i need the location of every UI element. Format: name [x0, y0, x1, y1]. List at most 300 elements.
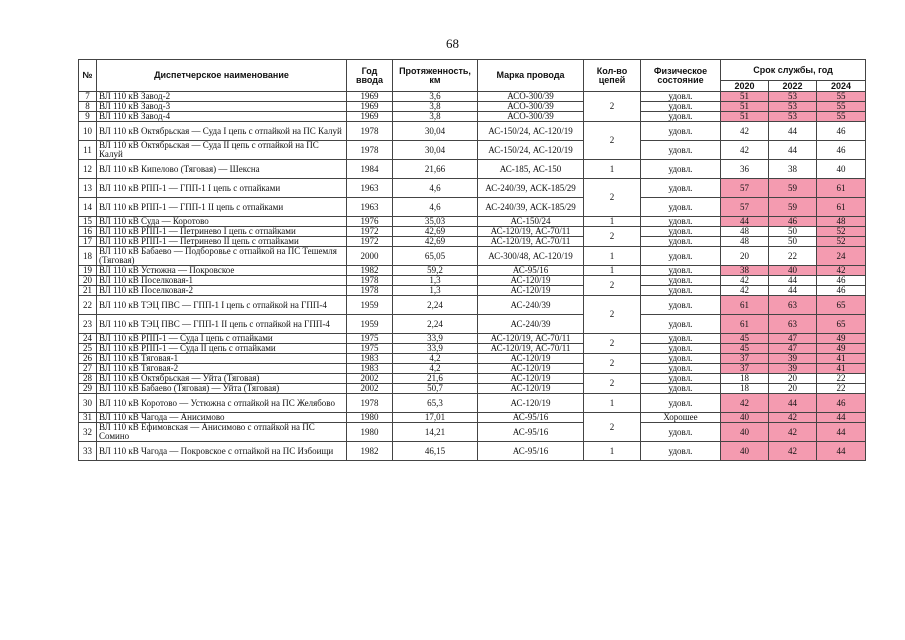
service-2020: 37	[721, 364, 769, 374]
service-2020: 44	[721, 217, 769, 227]
service-2022: 44	[769, 394, 817, 413]
col-header-length: Протяженность, км	[393, 60, 478, 92]
table-row	[79, 217, 866, 227]
wire-grade: АС-95/16	[478, 413, 584, 423]
line-length: 42,69	[393, 237, 478, 247]
table-row	[79, 334, 866, 344]
row-number: 20	[79, 276, 97, 286]
service-2024: 55	[817, 112, 866, 122]
service-2020: 45	[721, 344, 769, 354]
service-2020: 42	[721, 276, 769, 286]
service-2022: 20	[769, 374, 817, 384]
service-2024: 44	[817, 413, 866, 423]
service-2022: 44	[769, 286, 817, 296]
line-name: ВЛ 110 кВ Завод-3	[97, 102, 347, 112]
physical-state: удовл.	[641, 344, 721, 354]
line-name: ВЛ 110 кВ Октябрьская — Суда I цепь с отпайкой на ПС Калуй	[97, 122, 347, 141]
line-name: ВЛ 110 кВ Поселковая-1	[97, 276, 347, 286]
line-name: ВЛ 110 кВ Кипелово (Тяговая) — Шексна	[97, 160, 347, 179]
physical-state: удовл.	[641, 92, 721, 102]
service-2022: 59	[769, 198, 817, 217]
row-number: 22	[79, 296, 97, 315]
service-2020: 40	[721, 423, 769, 442]
row-number: 24	[79, 334, 97, 344]
service-2024: 22	[817, 384, 866, 394]
service-2020: 51	[721, 92, 769, 102]
line-name: ВЛ 110 кВ РПП-1 — Суда II цепь с отпайками	[97, 344, 347, 354]
wire-grade: АС-120/19, АС-70/11	[478, 334, 584, 344]
physical-state: удовл.	[641, 102, 721, 112]
table-row	[79, 112, 866, 122]
table-body	[79, 92, 866, 461]
physical-state: удовл.	[641, 354, 721, 364]
line-length: 3,8	[393, 112, 478, 122]
circuits-count: 1	[584, 217, 641, 227]
wire-grade: АСО-300/39	[478, 92, 584, 102]
commission-year: 1978	[347, 141, 393, 160]
commission-year: 1980	[347, 413, 393, 423]
service-2020: 51	[721, 112, 769, 122]
service-2022: 42	[769, 413, 817, 423]
row-number: 17	[79, 237, 97, 247]
wire-grade: АС-185, АС-150	[478, 160, 584, 179]
page-number: 68	[446, 36, 459, 51]
table-row	[79, 102, 866, 112]
service-2022: 53	[769, 112, 817, 122]
line-length: 30,04	[393, 141, 478, 160]
line-name: ВЛ 110 кВ Ефимовская — Анисимово с отпайкой на ПС Сомино	[97, 423, 347, 442]
table-row	[79, 423, 866, 442]
table-row	[79, 141, 866, 160]
service-2024: 48	[817, 217, 866, 227]
line-length: 4,6	[393, 179, 478, 198]
circuits-count: 1	[584, 442, 641, 461]
circuits-count: 1	[584, 247, 641, 266]
col-header-2020: 2020	[721, 81, 769, 92]
service-2020: 42	[721, 141, 769, 160]
commission-year: 1984	[347, 160, 393, 179]
physical-state: удовл.	[641, 141, 721, 160]
service-2024: 44	[817, 442, 866, 461]
table-row	[79, 227, 866, 237]
service-2022: 38	[769, 160, 817, 179]
line-name: ВЛ 110 кВ РПП-1 — Петринево II цепь с отпайками	[97, 237, 347, 247]
service-2022: 42	[769, 442, 817, 461]
service-2024: 46	[817, 286, 866, 296]
service-2022: 63	[769, 315, 817, 334]
line-length: 59,2	[393, 266, 478, 276]
service-2022: 39	[769, 364, 817, 374]
line-name: ВЛ 110 кВ ТЭЦ ПВС — ГПП-1 II цепь с отпайкой на ГПП-4	[97, 315, 347, 334]
commission-year: 1978	[347, 286, 393, 296]
line-name: ВЛ 110 кВ Тяговая-2	[97, 364, 347, 374]
service-2022: 63	[769, 296, 817, 315]
line-name: ВЛ 110 кВ РПП-1 — Суда I цепь с отпайками	[97, 334, 347, 344]
table-row	[79, 344, 866, 354]
service-2024: 46	[817, 141, 866, 160]
line-name: ВЛ 110 кВ Чагода — Анисимово	[97, 413, 347, 423]
row-number: 10	[79, 122, 97, 141]
line-length: 42,69	[393, 227, 478, 237]
circuits-count: 2	[584, 334, 641, 354]
physical-state: удовл.	[641, 315, 721, 334]
service-2022: 20	[769, 384, 817, 394]
line-name: ВЛ 110 кВ Коротово — Устюжна с отпайкой на ПС Желябово	[97, 394, 347, 413]
line-name: ВЛ 110 кВ Октябрьская — Суда II цепь с отпайкой на ПС Калуй	[97, 141, 347, 160]
circuits-count: 2	[584, 92, 641, 122]
service-2024: 44	[817, 423, 866, 442]
physical-state: Хорошее	[641, 413, 721, 423]
service-2020: 42	[721, 122, 769, 141]
physical-state: удовл.	[641, 198, 721, 217]
wire-grade: АС-240/39	[478, 315, 584, 334]
wire-grade: АС-150/24, АС-120/19	[478, 122, 584, 141]
wire-grade: АС-95/16	[478, 423, 584, 442]
service-2020: 42	[721, 394, 769, 413]
table-row	[79, 374, 866, 384]
service-2024: 42	[817, 266, 866, 276]
col-header-year: Год ввода	[347, 60, 393, 92]
commission-year: 1963	[347, 179, 393, 198]
commission-year: 1969	[347, 92, 393, 102]
line-name: ВЛ 110 кВ Тяговая-1	[97, 354, 347, 364]
col-header-num: №	[79, 60, 97, 92]
service-2022: 44	[769, 276, 817, 286]
physical-state: удовл.	[641, 237, 721, 247]
service-2022: 53	[769, 92, 817, 102]
commission-year: 1983	[347, 354, 393, 364]
col-header-circuits: Кол-во цепей	[584, 60, 641, 92]
row-number: 30	[79, 394, 97, 413]
wire-grade: АСО-300/39	[478, 112, 584, 122]
line-name: ВЛ 110 кВ Поселковая-2	[97, 286, 347, 296]
table-row	[79, 286, 866, 296]
commission-year: 1972	[347, 227, 393, 237]
line-name: ВЛ 110 кВ РПП-1 — Петринево I цепь с отпайками	[97, 227, 347, 237]
line-length: 35,03	[393, 217, 478, 227]
circuits-count: 2	[584, 179, 641, 217]
service-2020: 48	[721, 227, 769, 237]
service-2020: 40	[721, 413, 769, 423]
wire-grade: АС-240/39, АСК-185/29	[478, 179, 584, 198]
commission-year: 1969	[347, 112, 393, 122]
physical-state: удовл.	[641, 334, 721, 344]
line-length: 21,66	[393, 160, 478, 179]
circuits-count: 1	[584, 266, 641, 276]
commission-year: 1975	[347, 334, 393, 344]
table-row	[79, 247, 866, 266]
service-2020: 38	[721, 266, 769, 276]
physical-state: удовл.	[641, 266, 721, 276]
commission-year: 1959	[347, 296, 393, 315]
line-length: 50,7	[393, 384, 478, 394]
table-row	[79, 92, 866, 102]
commission-year: 1980	[347, 423, 393, 442]
line-length: 65,3	[393, 394, 478, 413]
line-length: 2,24	[393, 315, 478, 334]
line-length: 14,21	[393, 423, 478, 442]
wire-grade: АС-95/16	[478, 266, 584, 276]
circuits-count: 1	[584, 394, 641, 413]
wire-grade: АС-120/19	[478, 364, 584, 374]
row-number: 15	[79, 217, 97, 227]
table-row	[79, 442, 866, 461]
line-name: ВЛ 110 кВ Завод-4	[97, 112, 347, 122]
row-number: 21	[79, 286, 97, 296]
service-2022: 44	[769, 141, 817, 160]
service-2024: 46	[817, 394, 866, 413]
physical-state: удовл.	[641, 227, 721, 237]
commission-year: 1975	[347, 344, 393, 354]
commission-year: 1969	[347, 102, 393, 112]
physical-state: удовл.	[641, 112, 721, 122]
service-2020: 48	[721, 237, 769, 247]
physical-state: удовл.	[641, 286, 721, 296]
commission-year: 1978	[347, 276, 393, 286]
line-length: 46,15	[393, 442, 478, 461]
wire-grade: АС-120/19, АС-70/11	[478, 344, 584, 354]
row-number: 19	[79, 266, 97, 276]
service-2022: 44	[769, 122, 817, 141]
physical-state: удовл.	[641, 394, 721, 413]
service-2020: 18	[721, 374, 769, 384]
service-2022: 22	[769, 247, 817, 266]
commission-year: 1963	[347, 198, 393, 217]
row-number: 32	[79, 423, 97, 442]
line-length: 65,05	[393, 247, 478, 266]
line-name: ВЛ 110 кВ РПП-1 — ГПП-1 I цепь с отпайками	[97, 179, 347, 198]
table-row	[79, 315, 866, 334]
row-number: 7	[79, 92, 97, 102]
service-2022: 47	[769, 344, 817, 354]
line-length: 3,6	[393, 92, 478, 102]
service-2022: 47	[769, 334, 817, 344]
physical-state: удовл.	[641, 276, 721, 286]
circuits-count: 2	[584, 374, 641, 394]
service-2020: 37	[721, 354, 769, 364]
service-2024: 40	[817, 160, 866, 179]
service-2022: 40	[769, 266, 817, 276]
service-2022: 39	[769, 354, 817, 364]
table-row	[79, 394, 866, 413]
line-length: 21,6	[393, 374, 478, 384]
row-number: 9	[79, 112, 97, 122]
wire-grade: АС-120/19	[478, 354, 584, 364]
wire-grade: АС-120/19	[478, 374, 584, 384]
line-name: ВЛ 110 кВ Завод-2	[97, 92, 347, 102]
line-length: 4,2	[393, 354, 478, 364]
circuits-count: 2	[584, 296, 641, 334]
service-2020: 45	[721, 334, 769, 344]
service-2024: 52	[817, 237, 866, 247]
line-length: 3,8	[393, 102, 478, 112]
row-number: 18	[79, 247, 97, 266]
service-2020: 18	[721, 384, 769, 394]
line-length: 1,3	[393, 286, 478, 296]
service-2024: 55	[817, 92, 866, 102]
physical-state: удовл.	[641, 374, 721, 384]
commission-year: 1959	[347, 315, 393, 334]
service-2024: 49	[817, 334, 866, 344]
line-name: ВЛ 110 кВ Октябрьская — Уйта (Тяговая)	[97, 374, 347, 384]
service-2024: 46	[817, 122, 866, 141]
wire-grade: АС-120/19	[478, 276, 584, 286]
service-2022: 59	[769, 179, 817, 198]
col-header-name: Диспетчерское наименование	[97, 60, 347, 92]
physical-state: удовл.	[641, 296, 721, 315]
line-length: 2,24	[393, 296, 478, 315]
service-2024: 52	[817, 227, 866, 237]
circuits-count: 2	[584, 413, 641, 442]
commission-year: 1976	[347, 217, 393, 227]
wire-grade: АС-120/19, АС-70/11	[478, 227, 584, 237]
wire-grade: АС-300/48, АС-120/19	[478, 247, 584, 266]
col-header-wire: Марка провода	[478, 60, 584, 92]
service-2020: 20	[721, 247, 769, 266]
service-2022: 50	[769, 227, 817, 237]
service-2024: 22	[817, 374, 866, 384]
service-2020: 36	[721, 160, 769, 179]
service-2024: 49	[817, 344, 866, 354]
physical-state: удовл.	[641, 423, 721, 442]
wire-grade: АС-120/19	[478, 394, 584, 413]
row-number: 13	[79, 179, 97, 198]
wire-grade: АС-150/24, АС-120/19	[478, 141, 584, 160]
service-2020: 42	[721, 286, 769, 296]
row-number: 23	[79, 315, 97, 334]
table-row	[79, 384, 866, 394]
wire-grade: АС-240/39	[478, 296, 584, 315]
physical-state: удовл.	[641, 442, 721, 461]
physical-state: удовл.	[641, 217, 721, 227]
wire-grade: АС-150/24	[478, 217, 584, 227]
col-header-2024: 2024	[817, 81, 866, 92]
service-2024: 41	[817, 364, 866, 374]
row-number: 27	[79, 364, 97, 374]
line-name: ВЛ 110 кВ РПП-1 — ГПП-1 II цепь с отпайками	[97, 198, 347, 217]
physical-state: удовл.	[641, 179, 721, 198]
service-2024: 41	[817, 354, 866, 364]
line-length: 4,6	[393, 198, 478, 217]
service-2024: 46	[817, 276, 866, 286]
service-2024: 65	[817, 296, 866, 315]
row-number: 12	[79, 160, 97, 179]
service-2020: 40	[721, 442, 769, 461]
line-length: 33,9	[393, 334, 478, 344]
physical-state: удовл.	[641, 384, 721, 394]
table-row	[79, 160, 866, 179]
line-name: ВЛ 110 кВ Суда — Коротово	[97, 217, 347, 227]
row-number: 31	[79, 413, 97, 423]
table-row	[79, 364, 866, 374]
line-length: 1,3	[393, 276, 478, 286]
service-2020: 51	[721, 102, 769, 112]
row-number: 28	[79, 374, 97, 384]
row-number: 11	[79, 141, 97, 160]
header-row	[79, 60, 866, 81]
table-row	[79, 354, 866, 364]
wire-grade: АС-240/39, АСК-185/29	[478, 198, 584, 217]
wire-grade: АСО-300/39	[478, 102, 584, 112]
service-2020: 61	[721, 296, 769, 315]
line-name: ВЛ 110 кВ Устюжна — Покровское	[97, 266, 347, 276]
col-header-service: Срок службы, год	[721, 60, 866, 81]
line-length: 17,01	[393, 413, 478, 423]
service-2020: 61	[721, 315, 769, 334]
wire-grade: АС-120/19	[478, 384, 584, 394]
table-row	[79, 237, 866, 247]
circuits-count: 1	[584, 160, 641, 179]
row-number: 16	[79, 227, 97, 237]
commission-year: 2002	[347, 374, 393, 384]
wire-grade: АС-95/16	[478, 442, 584, 461]
line-name: ВЛ 110 кВ Чагода — Покровское с отпайкой на ПС Избоищи	[97, 442, 347, 461]
commission-year: 1978	[347, 394, 393, 413]
row-number: 26	[79, 354, 97, 364]
commission-year: 1983	[347, 364, 393, 374]
circuits-count: 2	[584, 276, 641, 296]
table-row	[79, 276, 866, 286]
line-length: 33,9	[393, 344, 478, 354]
physical-state: удовл.	[641, 122, 721, 141]
service-2022: 50	[769, 237, 817, 247]
physical-state: удовл.	[641, 160, 721, 179]
line-length: 4,2	[393, 364, 478, 374]
row-number: 29	[79, 384, 97, 394]
line-name: ВЛ 110 кВ Бабаево (Тяговая) — Уйта (Тяговая)	[97, 384, 347, 394]
circuits-count: 2	[584, 354, 641, 374]
wire-grade: АС-120/19, АС-70/11	[478, 237, 584, 247]
table-row	[79, 296, 866, 315]
row-number: 33	[79, 442, 97, 461]
line-name: ВЛ 110 кВ ТЭЦ ПВС — ГПП-1 I цепь с отпайкой на ГПП-4	[97, 296, 347, 315]
col-header-state: Физическое состояние	[641, 60, 721, 92]
service-2024: 61	[817, 198, 866, 217]
service-2022: 42	[769, 423, 817, 442]
row-number: 25	[79, 344, 97, 354]
circuits-count: 2	[584, 122, 641, 160]
commission-year: 2000	[347, 247, 393, 266]
table-row	[79, 179, 866, 198]
table-row	[79, 266, 866, 276]
service-2020: 57	[721, 198, 769, 217]
commission-year: 1972	[347, 237, 393, 247]
line-name: ВЛ 110 кВ Бабаево — Подборовье с отпайкой на ПС Тешемля (Тяговая)	[97, 247, 347, 266]
table-row	[79, 198, 866, 217]
power-lines-table	[78, 59, 866, 461]
circuits-count: 2	[584, 227, 641, 247]
row-number: 8	[79, 102, 97, 112]
col-header-2022: 2022	[769, 81, 817, 92]
physical-state: удовл.	[641, 364, 721, 374]
table-row	[79, 413, 866, 423]
service-2024: 55	[817, 102, 866, 112]
commission-year: 2002	[347, 384, 393, 394]
service-2024: 61	[817, 179, 866, 198]
commission-year: 1978	[347, 122, 393, 141]
commission-year: 1982	[347, 442, 393, 461]
physical-state: удовл.	[641, 247, 721, 266]
service-2022: 53	[769, 102, 817, 112]
line-length: 30,04	[393, 122, 478, 141]
table-row	[79, 122, 866, 141]
service-2024: 24	[817, 247, 866, 266]
service-2022: 46	[769, 217, 817, 227]
service-2020: 57	[721, 179, 769, 198]
commission-year: 1982	[347, 266, 393, 276]
service-2024: 65	[817, 315, 866, 334]
row-number: 14	[79, 198, 97, 217]
